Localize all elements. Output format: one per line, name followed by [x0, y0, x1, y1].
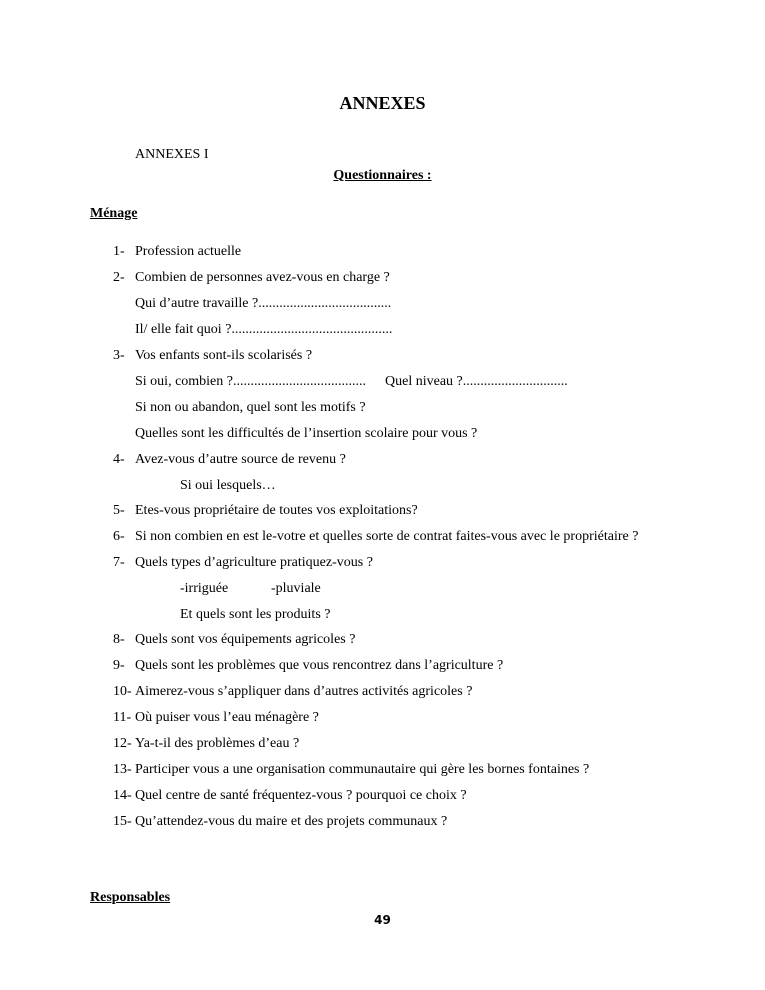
question-text: Profession actuelle — [135, 244, 242, 259]
item-number: 11- — [113, 710, 132, 725]
item-number: 9- — [113, 658, 125, 673]
questionnaire-heading: Questionnaires : — [333, 168, 432, 183]
item-number: 2- — [113, 270, 125, 285]
sub-question: Quelles sont les difficultés de l’insertion scolaire pour vous ? — [135, 426, 478, 441]
sub-question: Si oui, combien ?...................................... — [135, 374, 366, 389]
question-text: Quels sont les problèmes que vous rencontrez dans l’agriculture ? — [135, 658, 504, 673]
item-number: 6- — [113, 529, 125, 544]
sub-question: Qui d’autre travaille ?...................................... — [135, 296, 392, 311]
sub-question: Si non ou abandon, quel sont les motifs ? — [135, 400, 366, 415]
option-irriguee: -irriguée — [180, 581, 229, 596]
item-number: 8- — [113, 632, 125, 647]
section-heading-responsables: Responsables — [90, 890, 171, 905]
question-text: Quels types d’agriculture pratiquez-vous ? — [135, 555, 373, 570]
item-number: 14- — [113, 788, 132, 803]
item-number: 12- — [113, 736, 132, 751]
question-text: Où puiser vous l’eau ménagère ? — [135, 710, 319, 725]
question-text: Participer vous a une organisation communautaire qui gère les bornes fontaines ? — [135, 762, 590, 777]
question-text: Aimerez-vous s’appliquer dans d’autres activités agricoles ? — [135, 684, 473, 699]
sub-question: Quel niveau ?.............................. — [385, 374, 568, 389]
item-number: 4- — [113, 452, 125, 467]
item-number: 13- — [113, 762, 132, 777]
question-text: Etes-vous propriétaire de toutes vos exploitations? — [135, 503, 418, 518]
question-text: Ya-t-il des problèmes d’eau ? — [135, 736, 300, 751]
question-text: Quels sont vos équipements agricoles ? — [135, 632, 356, 647]
item-number: 5- — [113, 503, 125, 518]
item-number: 1- — [113, 244, 125, 259]
item-number: 3- — [113, 348, 125, 363]
sub-question: Et quels sont les produits ? — [180, 607, 331, 622]
item-number: 10- — [113, 684, 132, 699]
option-pluviale: -pluviale — [271, 581, 321, 596]
sub-question: Il/ elle fait quoi ?.............................................. — [135, 322, 393, 337]
item-number: 15- — [113, 814, 132, 829]
question-text: Qu’attendez-vous du maire et des projets communaux ? — [135, 814, 448, 829]
question-text: Vos enfants sont-ils scolarisés ? — [135, 348, 313, 363]
question-text: Avez-vous d’autre source de revenu ? — [135, 452, 346, 467]
page-title: ANNEXES — [339, 93, 426, 113]
annex-subtitle: ANNEXES I — [135, 147, 209, 162]
question-text: Combien de personnes avez-vous en charge ? — [135, 270, 390, 285]
section-heading-menage: Ménage — [90, 206, 138, 221]
question-text: Quel centre de santé fréquentez-vous ? pourquoi ce choix ? — [135, 788, 467, 803]
question-text: Si non combien en est le-votre et quelles sorte de contrat faites-vous avec le propriétaire ? — [135, 529, 639, 544]
item-number: 7- — [113, 555, 125, 570]
sub-question: Si oui lesquels… — [180, 478, 276, 493]
page-number: 49 — [374, 913, 391, 927]
